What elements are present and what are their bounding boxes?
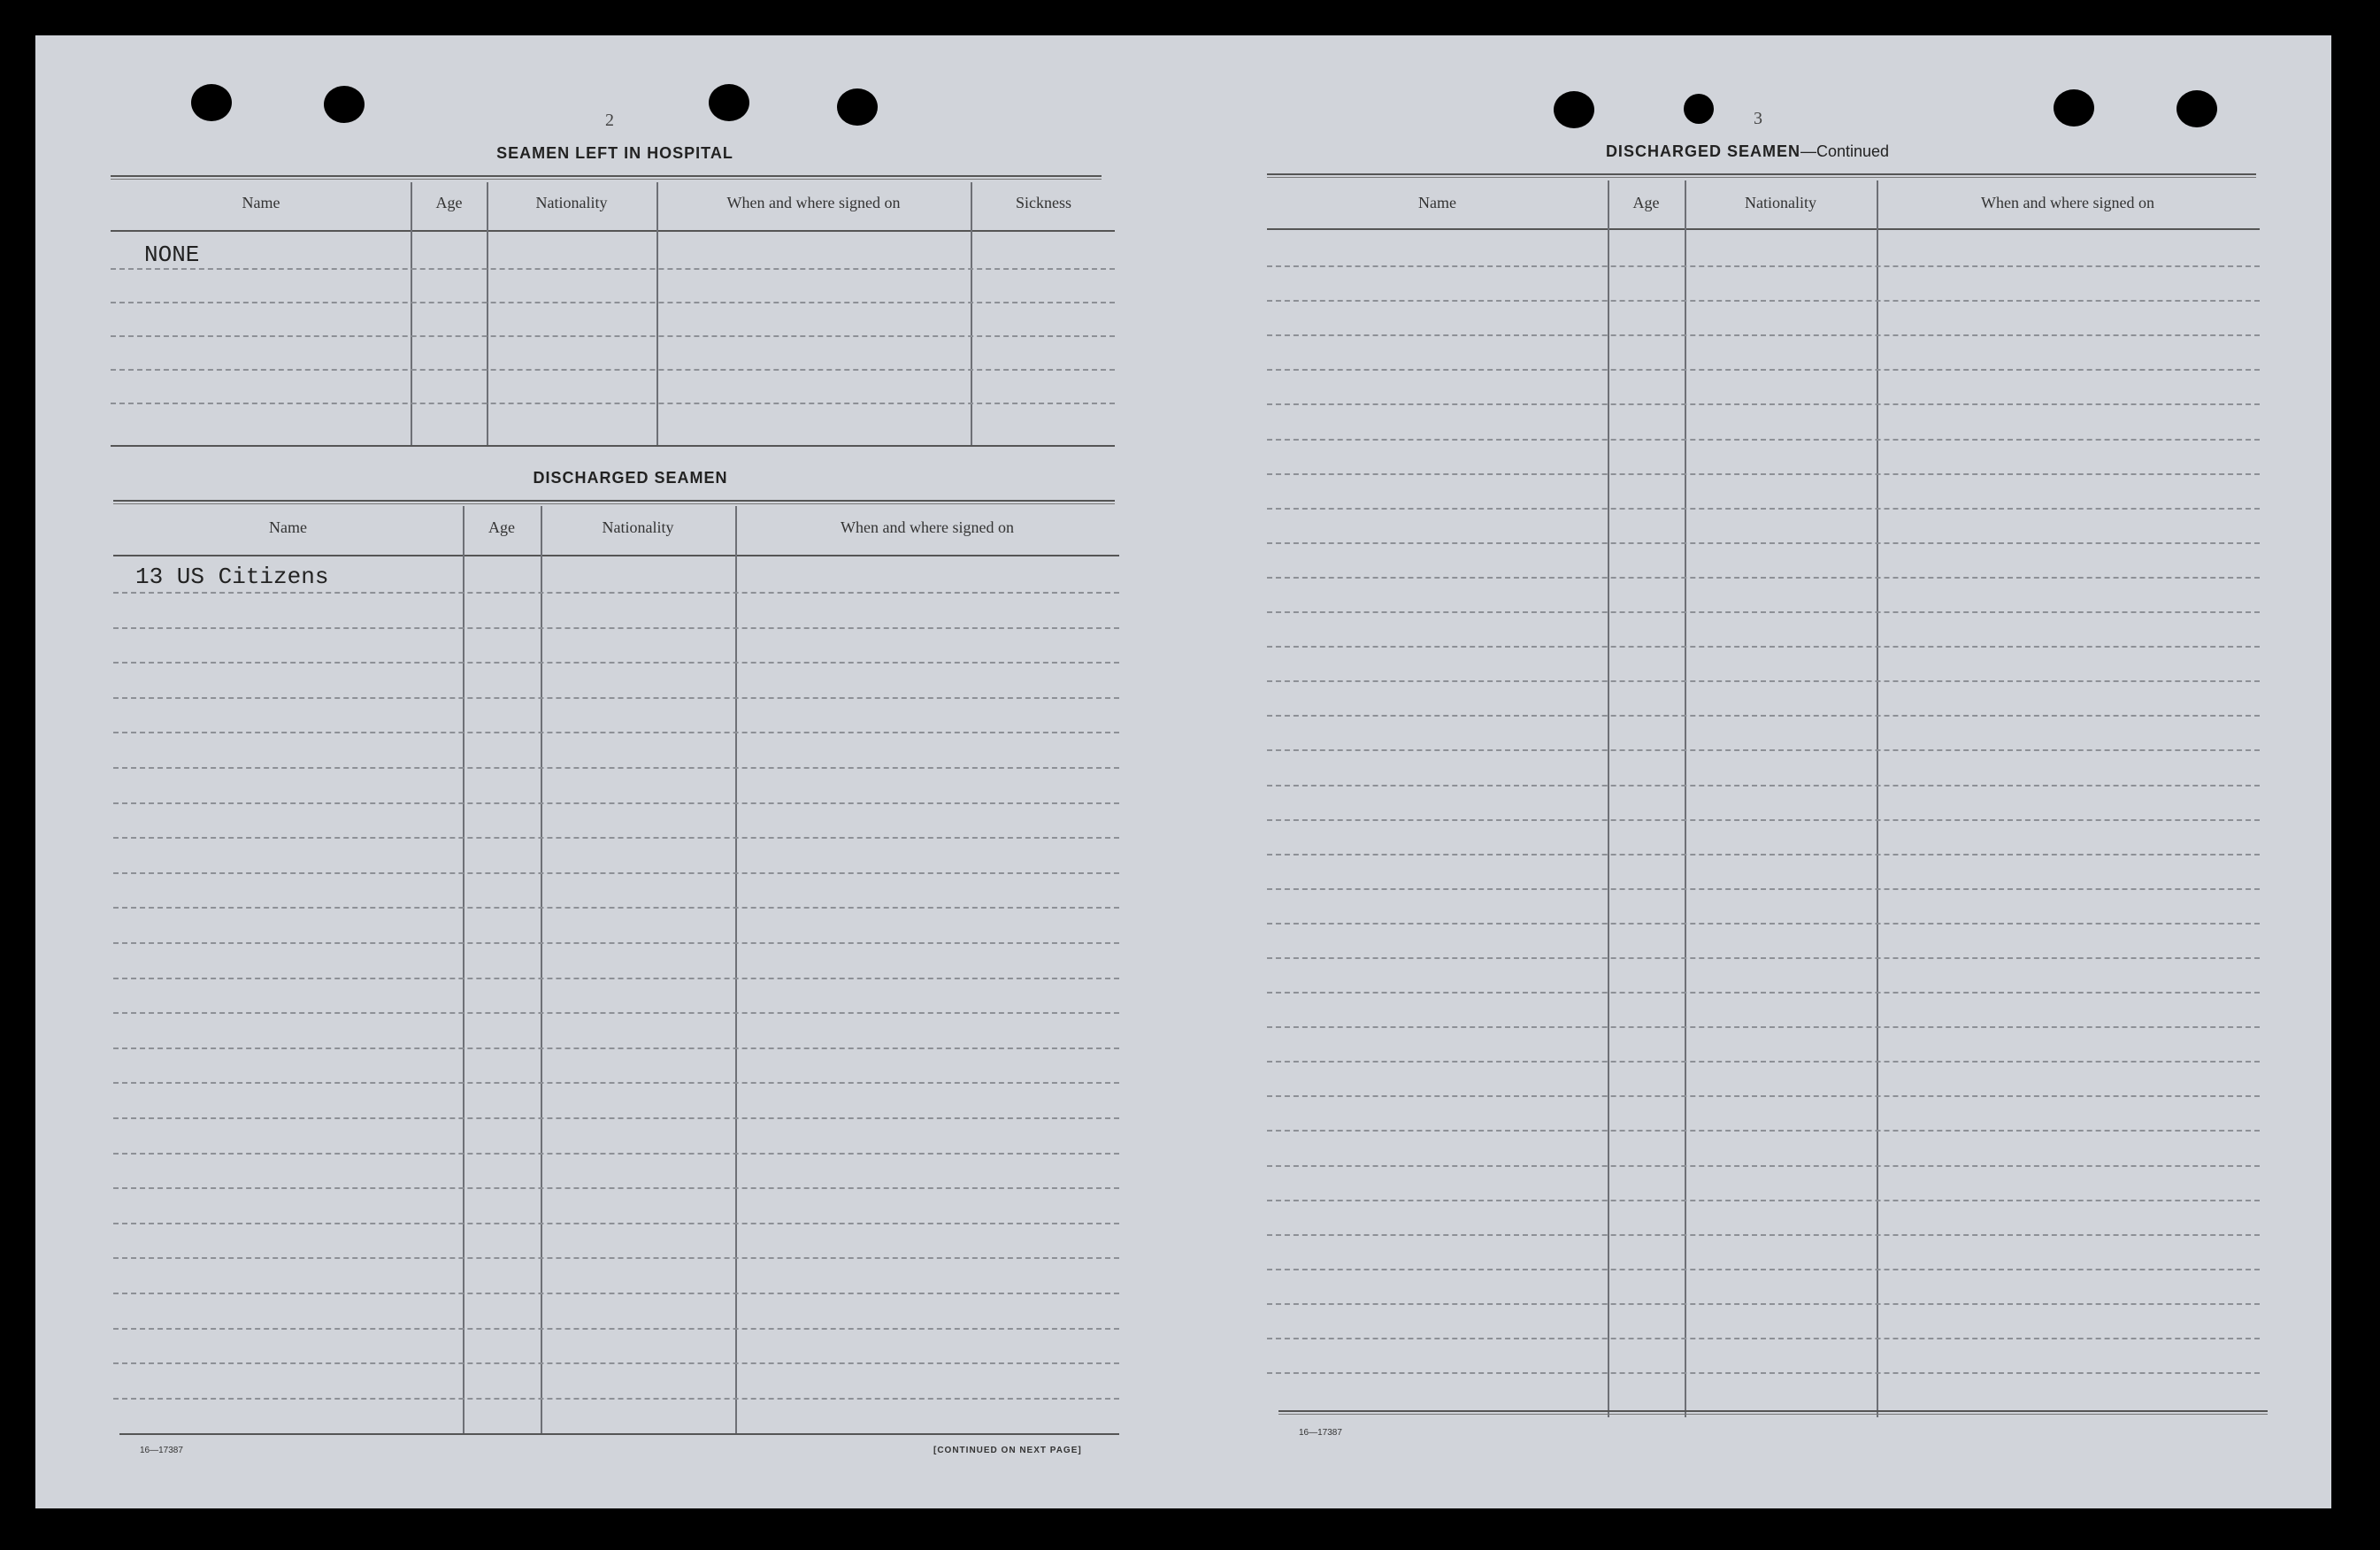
punch-hole: [191, 84, 232, 121]
punch-hole: [2054, 89, 2094, 127]
ruled-line: [1267, 1338, 2260, 1339]
ruled-line: [1267, 577, 2260, 579]
ruled-line: [1267, 265, 2260, 267]
ruled-line: [113, 1187, 1119, 1189]
ruled-line: [111, 302, 1115, 303]
punch-hole: [709, 84, 749, 121]
column-divider: [656, 182, 658, 445]
ruled-line: [111, 369, 1115, 371]
ruled-line: [113, 1117, 1119, 1119]
column-header-nationality: Nationality: [602, 518, 674, 536]
column-header-nationality: Nationality: [535, 194, 608, 211]
punch-hole: [837, 88, 878, 126]
header-rule: [113, 555, 1119, 556]
column-divider: [1608, 180, 1609, 1417]
ruled-line: [1267, 611, 2260, 613]
ruled-line: [111, 335, 1115, 337]
ruled-line: [1267, 992, 2260, 994]
section-title-discharged: DISCHARGED SEAMEN: [533, 469, 728, 487]
column-header-signed-on: When and where signed on: [841, 518, 1014, 536]
column-header-age: Age: [488, 518, 515, 536]
table-top-rule: [1267, 173, 2256, 178]
ruled-line: [1267, 1130, 2260, 1132]
ruled-line: [1267, 1303, 2260, 1305]
ruled-line: [1267, 888, 2260, 890]
ruled-line: [113, 978, 1119, 979]
ruled-line: [1267, 1165, 2260, 1167]
form-number: 16—17387: [140, 1446, 183, 1455]
column-header-signed-on: When and where signed on: [1981, 194, 2154, 211]
punch-hole: [1554, 91, 1594, 128]
title-main: DISCHARGED SEAMEN: [1605, 142, 1800, 160]
punch-hole: [2177, 90, 2217, 127]
ruled-line: [1267, 334, 2260, 336]
column-divider: [1685, 180, 1686, 1417]
ruled-line: [1267, 1200, 2260, 1201]
column-header-age: Age: [1632, 194, 1660, 211]
ruled-line: [113, 1362, 1119, 1364]
ruled-line: [113, 1047, 1119, 1049]
section-title-discharged-continued: [1504, 142, 1991, 161]
column-header-name: Name: [269, 518, 307, 536]
ruled-line: [1267, 715, 2260, 717]
column-divider: [411, 182, 412, 445]
ruled-line: [1267, 1061, 2260, 1063]
ruled-line: [1267, 854, 2260, 856]
header-rule: [1267, 228, 2260, 230]
column-divider: [971, 182, 972, 445]
column-header-name: Name: [242, 194, 280, 211]
ruled-line: [1267, 646, 2260, 648]
ruled-line: [1267, 923, 2260, 925]
ruled-line: [113, 1257, 1119, 1259]
ruled-line: [111, 403, 1115, 404]
punch-hole: [1684, 94, 1714, 124]
ruled-line: [113, 662, 1119, 664]
ruled-line: [1267, 369, 2260, 371]
header-rule: [111, 230, 1115, 232]
ruled-line: [113, 1082, 1119, 1084]
page-number: 2: [605, 111, 614, 130]
ruled-line: [1267, 1234, 2260, 1236]
column-header-nationality: Nationality: [1745, 194, 1816, 211]
ruled-line: [113, 1012, 1119, 1014]
column-header-signed-on: When and where signed on: [726, 194, 901, 211]
ruled-line: [113, 1293, 1119, 1294]
ruled-line: [113, 767, 1119, 769]
ruled-line: [1267, 1372, 2260, 1374]
ruled-line: [111, 268, 1115, 270]
ruled-line: [1267, 508, 2260, 510]
form-number: 16—17387: [1299, 1428, 1342, 1438]
table-bottom-rule: [111, 445, 1115, 447]
title-sub: —Continued: [1800, 142, 1890, 160]
table-top-rule: [111, 175, 1102, 180]
ruled-line: [113, 1153, 1119, 1155]
ruled-line: [1267, 473, 2260, 475]
continued-note: [CONTINUED ON NEXT PAGE]: [933, 1446, 1082, 1455]
ruled-line: [113, 1223, 1119, 1224]
ruled-line: [1267, 1026, 2260, 1028]
page-number: 3: [1754, 109, 1762, 128]
ruled-line: [1267, 749, 2260, 751]
ruled-line: [1267, 300, 2260, 302]
hospital-entry: NONE: [144, 242, 200, 268]
ruled-line: [113, 802, 1119, 804]
ruled-line: [1267, 1269, 2260, 1270]
ruled-line: [113, 697, 1119, 699]
ruled-line: [113, 942, 1119, 944]
column-header-name: Name: [1418, 194, 1456, 211]
ruled-line: [1267, 1095, 2260, 1097]
ruled-line: [113, 872, 1119, 874]
table-top-rule: [113, 500, 1115, 504]
ruled-line: [113, 1398, 1119, 1400]
punch-hole: [324, 86, 365, 123]
ruled-line: [1267, 957, 2260, 959]
document-sheet: [35, 35, 2331, 1508]
ruled-line: [1267, 819, 2260, 821]
ruled-line: [113, 1328, 1119, 1330]
ruled-line: [1267, 439, 2260, 441]
ruled-line: [113, 627, 1119, 629]
ruled-line: [1267, 680, 2260, 682]
column-header-age: Age: [435, 194, 463, 211]
discharged-entry: 13 US Citizens: [135, 564, 329, 590]
ruled-line: [113, 837, 1119, 839]
table-bottom-rule: [1278, 1410, 2268, 1415]
column-divider: [1877, 180, 1878, 1417]
ruled-line: [113, 592, 1119, 594]
column-divider: [487, 182, 488, 445]
ruled-line: [1267, 785, 2260, 787]
ruled-line: [1267, 403, 2260, 405]
ruled-line: [113, 732, 1119, 733]
column-header-sickness: Sickness: [1016, 194, 1071, 211]
section-title-hospital: SEAMEN LEFT IN HOSPITAL: [496, 144, 733, 162]
table-bottom-rule: [119, 1433, 1119, 1435]
ruled-line: [1267, 542, 2260, 544]
ruled-line: [113, 907, 1119, 909]
